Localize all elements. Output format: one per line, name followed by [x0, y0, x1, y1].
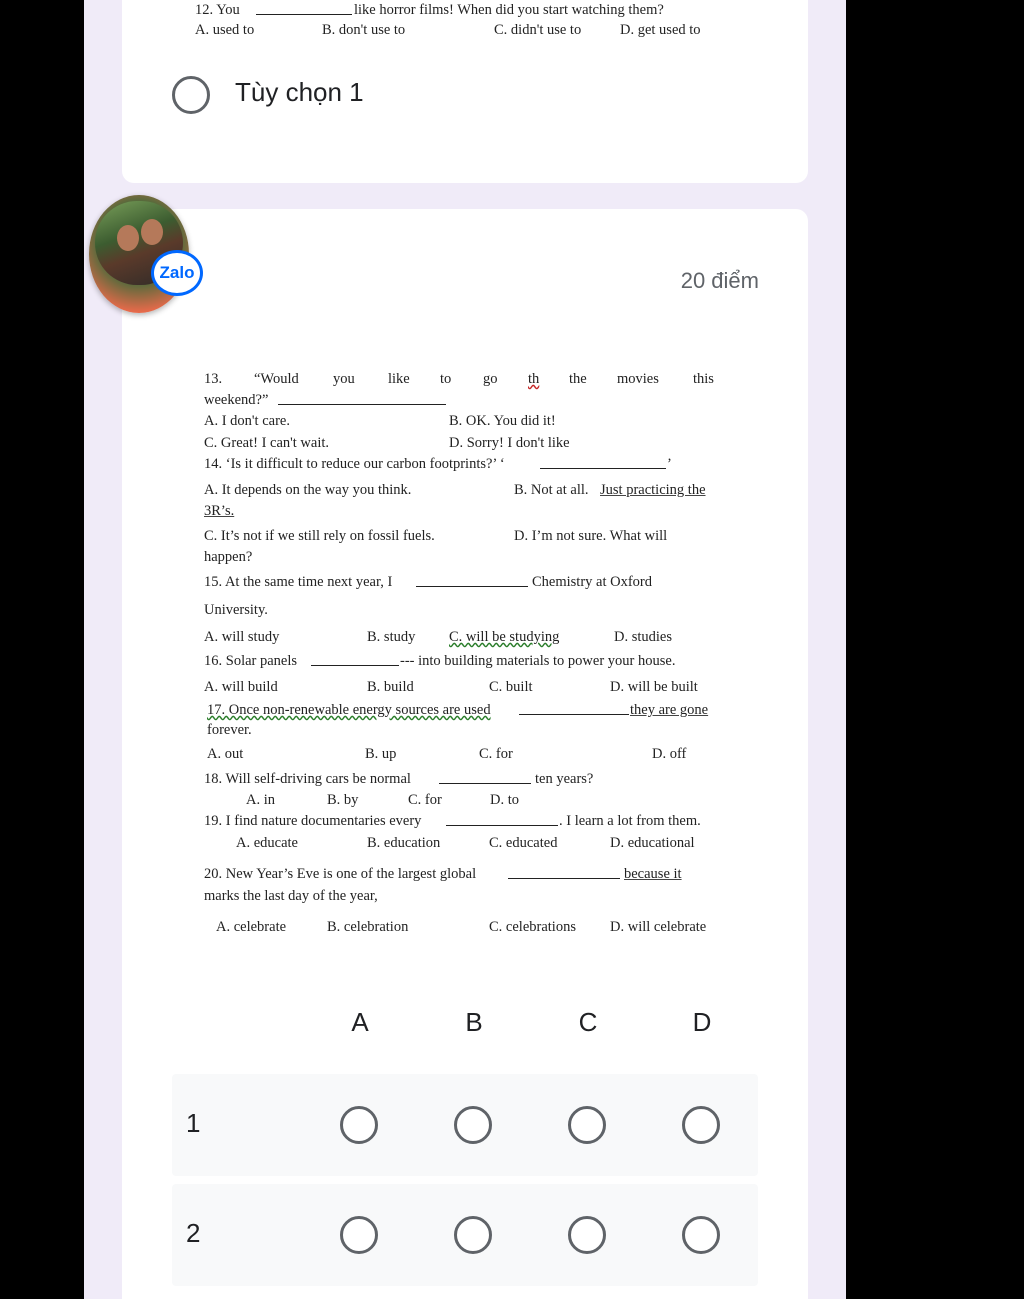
q15-option-b: B. study: [367, 629, 416, 645]
q13-word: movies: [617, 371, 659, 387]
q15-text: 15. At the same time next year, I: [204, 574, 393, 590]
q13-line2: weekend?”: [204, 392, 269, 408]
grid-row-label: 1: [186, 1108, 201, 1138]
grid-radio-1-c[interactable]: [568, 1106, 606, 1144]
grid-column-c: C: [578, 1007, 598, 1037]
q16-option-b: B. build: [367, 679, 414, 695]
zalo-logo-text: Zalo: [159, 263, 195, 282]
q13-word: this: [693, 371, 714, 387]
grid-radio-1-b[interactable]: [454, 1106, 492, 1144]
q14-option-b-underlined: Just practicing the: [600, 482, 706, 498]
q13-word: to: [440, 371, 452, 387]
q16-option-c: C. built: [489, 679, 533, 695]
grid-radio-2-d[interactable]: [682, 1216, 720, 1254]
question-image-13-20: [122, 369, 808, 949]
q14-option-d-cont: happen?: [204, 549, 253, 565]
q18-end: ten years?: [535, 771, 594, 787]
q13-blank: [278, 393, 446, 405]
q13-word: like: [388, 371, 410, 387]
q18-blank: [439, 772, 531, 784]
q16-text: 16. Solar panels: [204, 653, 298, 669]
question-card-12: [122, 0, 808, 183]
q12-number: 12. You: [195, 2, 240, 18]
q15-blank: [416, 575, 528, 587]
q20-cont: marks the last day of the year,: [204, 888, 378, 904]
grid-column-b: B: [465, 1007, 483, 1037]
face-icon: [117, 225, 139, 251]
q14-option-b: B. Not at all.: [514, 482, 589, 498]
option-1-radio[interactable]: [172, 76, 210, 114]
q20-blank: [508, 867, 620, 879]
grid-row-1: [172, 1074, 758, 1176]
q17-option-b: B. up: [365, 746, 397, 762]
q19-option-d: D. educational: [610, 835, 695, 851]
q14-blank: [540, 457, 666, 469]
grid-row-2: [172, 1184, 758, 1286]
q14-option-d: D. I’m not sure. What will: [514, 528, 668, 544]
q17-blank: [519, 703, 629, 715]
q17-text: 17. Once non-renewable energy sources are used: [207, 702, 491, 718]
q14-end: ’: [667, 456, 672, 472]
form-screen: [84, 0, 846, 1299]
q14-option-c: C. It’s not if we still rely on fossil fuels.: [204, 528, 435, 544]
q20-option-b: B. celebration: [327, 919, 409, 935]
face-icon: [141, 219, 163, 245]
question-card-13: [122, 209, 808, 1299]
q16-blank: [311, 654, 399, 666]
q14-text: 14. ‘Is it difficult to reduce our carbon footprints?’ ‘: [204, 456, 505, 472]
grid-radio-2-b[interactable]: [454, 1216, 492, 1254]
q18-option-b: B. by: [327, 792, 359, 808]
q12-option-a: A. used to: [195, 22, 255, 38]
grid-radio-2-a[interactable]: [340, 1216, 378, 1254]
question-image-12: [122, 0, 808, 50]
q17-cont: forever.: [207, 722, 252, 738]
q19-text: 19. I find nature documentaries every: [204, 813, 422, 829]
q20-option-a: A. celebrate: [216, 919, 287, 935]
q12-option-b: B. don't use to: [322, 22, 406, 38]
grid-radio-2-c[interactable]: [568, 1216, 606, 1254]
q13-word: 13.: [204, 371, 223, 387]
q17-option-c: C. for: [479, 746, 513, 762]
q19-blank: [446, 814, 558, 826]
option-1-label[interactable]: Tùy chọn 1: [235, 77, 364, 107]
q20-text: 20. New Year’s Eve is one of the largest global: [204, 866, 477, 882]
q16-option-a: A. will build: [204, 679, 278, 695]
q12-blank: [256, 3, 352, 15]
q13-option-b: B. OK. You did it!: [449, 413, 556, 429]
q20-option-d: D. will celebrate: [610, 919, 707, 935]
q13-option-a: A. I don't care.: [204, 413, 290, 429]
q13-word: “Would: [254, 371, 299, 387]
grid-row-label: 2: [186, 1218, 201, 1248]
q16-option-d: D. will be built: [610, 679, 698, 695]
q15-option-d: D. studies: [614, 629, 672, 645]
q13-word: you: [333, 371, 355, 387]
q19-option-b: B. education: [367, 835, 441, 851]
q13-option-d: D. Sorry! I don't like: [449, 435, 570, 451]
q19-end: . I learn a lot from them.: [559, 813, 701, 829]
q18-option-a: A. in: [246, 792, 275, 808]
q18-option-c: C. for: [408, 792, 442, 808]
q19-option-a: A. educate: [236, 835, 298, 851]
q12-option-c: C. didn't use to: [494, 22, 582, 38]
q19-option-c: C. educated: [489, 835, 558, 851]
q17-option-a: A. out: [207, 746, 244, 762]
q17-end: they are gone: [630, 702, 709, 718]
grid-radio-1-d[interactable]: [682, 1106, 720, 1144]
q17-option-d: D. off: [652, 746, 687, 762]
q16-end: --- into building materials to power your house.: [400, 653, 676, 669]
q13-option-c: C. Great! I can't wait.: [204, 435, 330, 451]
zalo-logo-badge: [151, 250, 203, 296]
points-label: 20 điểm: [680, 268, 759, 293]
q15-end: Chemistry at Oxford: [532, 574, 653, 590]
grid-column-a: A: [351, 1007, 369, 1037]
q13-word: th: [528, 371, 540, 387]
q14-option-a: A. It depends on the way you think.: [204, 482, 412, 498]
q18-text: 18. Will self-driving cars be normal: [204, 771, 411, 787]
q15-cont: University.: [204, 602, 268, 618]
q13-word: the: [569, 371, 587, 387]
q15-option-a: A. will study: [204, 629, 280, 645]
q12-option-d: D. get used to: [620, 22, 701, 38]
q20-option-c: C. celebrations: [489, 919, 576, 935]
q18-option-d: D. to: [490, 792, 519, 808]
q20-end: because it: [624, 866, 682, 882]
q12-text: like horror films! When did you start watching them?: [354, 2, 664, 18]
q15-option-c: C. will be studying: [449, 629, 560, 645]
zalo-chat-head[interactable]: [89, 195, 195, 315]
q14-option-b-cont: 3R’s.: [204, 503, 235, 519]
grid-radio-1-a[interactable]: [340, 1106, 378, 1144]
grid-column-d: D: [692, 1007, 712, 1037]
q13-word: go: [483, 371, 498, 387]
